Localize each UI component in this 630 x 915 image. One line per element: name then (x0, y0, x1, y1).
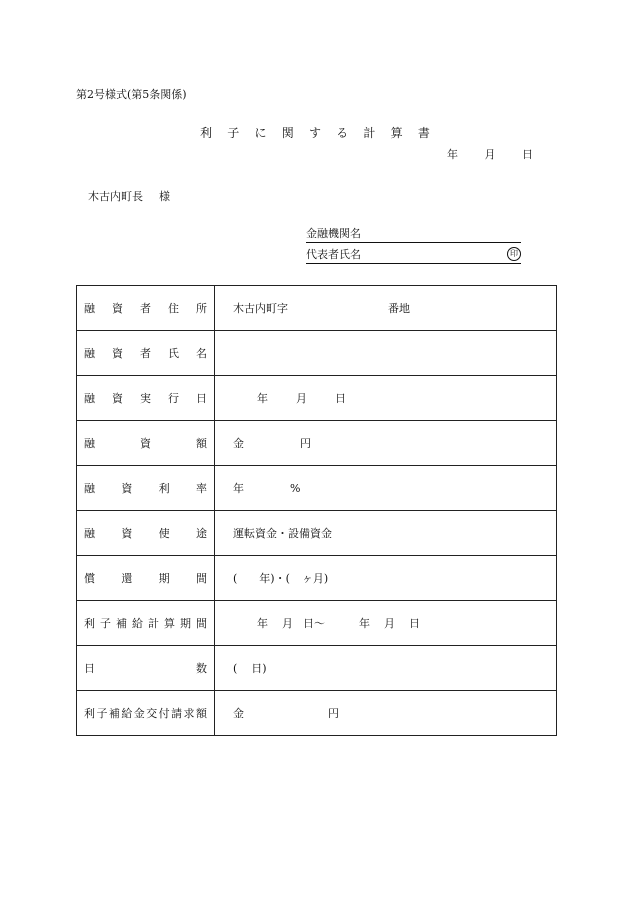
row-value-text: 円 (328, 707, 339, 720)
title-char: 関 (281, 126, 294, 140)
row-label-char: 間 (196, 617, 207, 630)
representative-name-line[interactable] (306, 247, 521, 264)
addressee-suffix: 様 (159, 190, 170, 203)
row-label-char: 資 (121, 527, 133, 540)
row-value-field[interactable] (215, 556, 557, 601)
title-char: 書 (417, 126, 430, 140)
row-label (77, 556, 215, 601)
date-day: 日 (522, 148, 533, 161)
row-value-field[interactable] (215, 421, 557, 466)
row-value-field[interactable] (215, 646, 557, 691)
row-label-char: 期 (158, 572, 170, 585)
row-label-char: 還 (121, 572, 133, 585)
row-value-field[interactable] (215, 691, 557, 736)
row-label-char: 融 (84, 437, 95, 450)
row-label-char: 融 (84, 347, 95, 360)
row-value-text: ( (233, 662, 238, 675)
row-label-char: 利 (158, 482, 170, 495)
row-label-char: 付 (158, 707, 170, 720)
row-label-char: 利 (84, 617, 95, 630)
row-value-text: 日) (251, 662, 267, 675)
row-label-char: 資 (121, 482, 133, 495)
row-label-char: 子 (100, 617, 111, 630)
table-row (77, 556, 557, 601)
row-value-field[interactable] (215, 286, 557, 331)
table-row (77, 511, 557, 556)
row-label (77, 466, 215, 511)
row-label-char: 数 (196, 662, 207, 675)
row-label-char: 期 (180, 617, 191, 630)
row-value-text: 年 (257, 617, 268, 630)
row-label-char: 率 (195, 482, 207, 495)
row-label (77, 511, 215, 556)
title-char: す (308, 126, 321, 140)
row-value-text: % (290, 482, 301, 495)
row-value-text: ( (233, 572, 238, 585)
row-value-text: 年 (233, 482, 244, 495)
row-value-text: 月 (384, 617, 395, 630)
table-row (77, 646, 557, 691)
row-label-char: 給 (132, 617, 143, 630)
title-char: る (336, 126, 349, 140)
row-value-text: 円 (300, 437, 311, 450)
title-char: に (254, 126, 267, 140)
document-title (200, 124, 430, 141)
row-label (77, 286, 215, 331)
row-label (77, 601, 215, 646)
form-table (76, 285, 557, 736)
date-line (447, 146, 533, 162)
row-label-char: 住 (168, 302, 179, 315)
row-label-char: 者 (140, 347, 151, 360)
row-label-char: 途 (195, 527, 207, 540)
row-label-char: 額 (195, 707, 207, 720)
date-month: 月 (484, 148, 496, 161)
seal-mark: 印 (507, 247, 521, 261)
row-value-text: 月 (296, 392, 307, 405)
row-label-char: 交 (146, 707, 158, 720)
row-value-field[interactable] (215, 601, 557, 646)
form-number: 第2号様式(第5条関係) (76, 88, 187, 101)
row-value-field[interactable] (215, 331, 557, 376)
row-value-text: 年)・( (259, 572, 290, 585)
row-label (77, 646, 215, 691)
row-label-char: 資 (140, 437, 151, 450)
row-value-text: 番地 (388, 302, 410, 315)
table-row (77, 376, 557, 421)
table-row (77, 421, 557, 466)
row-label-char: 融 (84, 392, 95, 405)
table-row (77, 691, 557, 736)
row-label-char: 利 (84, 707, 95, 720)
row-label (77, 421, 215, 466)
representative-name-label: 代表者氏名 (306, 248, 361, 261)
row-value-text: 木古内町字 (233, 302, 288, 315)
row-value-text: 日〜 (303, 617, 325, 630)
row-label-char: 名 (196, 347, 207, 360)
row-label-char: 請 (171, 707, 183, 720)
row-label-char: 資 (112, 347, 123, 360)
row-label-char: 算 (164, 617, 175, 630)
bank-name-line[interactable] (306, 226, 521, 243)
table-row (77, 286, 557, 331)
row-value-field[interactable] (215, 511, 557, 556)
row-label-char: 所 (196, 302, 207, 315)
title-char: 子 (227, 126, 240, 140)
row-label-char: 額 (196, 437, 207, 450)
addressee (88, 188, 170, 204)
row-value-text: 月 (282, 617, 293, 630)
table-row (77, 601, 557, 646)
row-value-text: 日 (335, 392, 346, 405)
row-label-char: 融 (84, 302, 95, 315)
row-label-char: 者 (140, 302, 151, 315)
bank-name-label: 金融機関名 (306, 227, 361, 240)
row-label-char: 融 (84, 482, 95, 495)
title-char: 利 (200, 126, 213, 140)
row-label-char: 氏 (168, 347, 179, 360)
row-label-char: 子 (96, 707, 108, 720)
addressee-name: 木古内町長 (88, 190, 143, 203)
row-label-char: 求 (183, 707, 195, 720)
row-label-char: 間 (195, 572, 207, 585)
row-label-char: 日 (196, 392, 207, 405)
row-label-char: 日 (84, 662, 95, 675)
row-label-char: 使 (158, 527, 170, 540)
row-label-char: 融 (84, 527, 95, 540)
row-value-field[interactable] (215, 466, 557, 511)
row-value-text: 日 (409, 617, 420, 630)
row-value-text: ヶ月) (301, 572, 329, 585)
table-row (77, 331, 557, 376)
row-label-char: 資 (112, 302, 123, 315)
row-value-text: 金 (233, 707, 244, 720)
row-value-field[interactable] (215, 376, 557, 421)
row-label-char: 実 (140, 392, 151, 405)
row-label (77, 376, 215, 421)
row-label-char: 行 (168, 392, 179, 405)
title-char: 算 (390, 126, 403, 140)
date-year: 年 (447, 148, 458, 161)
table-row (77, 466, 557, 511)
row-label (77, 331, 215, 376)
row-label-char: 補 (116, 617, 127, 630)
row-value-text: 金 (233, 437, 244, 450)
row-label-char: 補 (108, 707, 120, 720)
row-label-char: 金 (133, 707, 145, 720)
row-label-char: 償 (84, 572, 95, 585)
row-label-char: 計 (148, 617, 159, 630)
row-label-char: 資 (112, 392, 123, 405)
title-char: 計 (363, 126, 376, 140)
row-label (77, 691, 215, 736)
row-value-text: 年 (359, 617, 370, 630)
row-label-char: 給 (121, 707, 133, 720)
row-value-text: 運転資金・設備資金 (233, 527, 332, 540)
row-value-text: 年 (257, 392, 268, 405)
